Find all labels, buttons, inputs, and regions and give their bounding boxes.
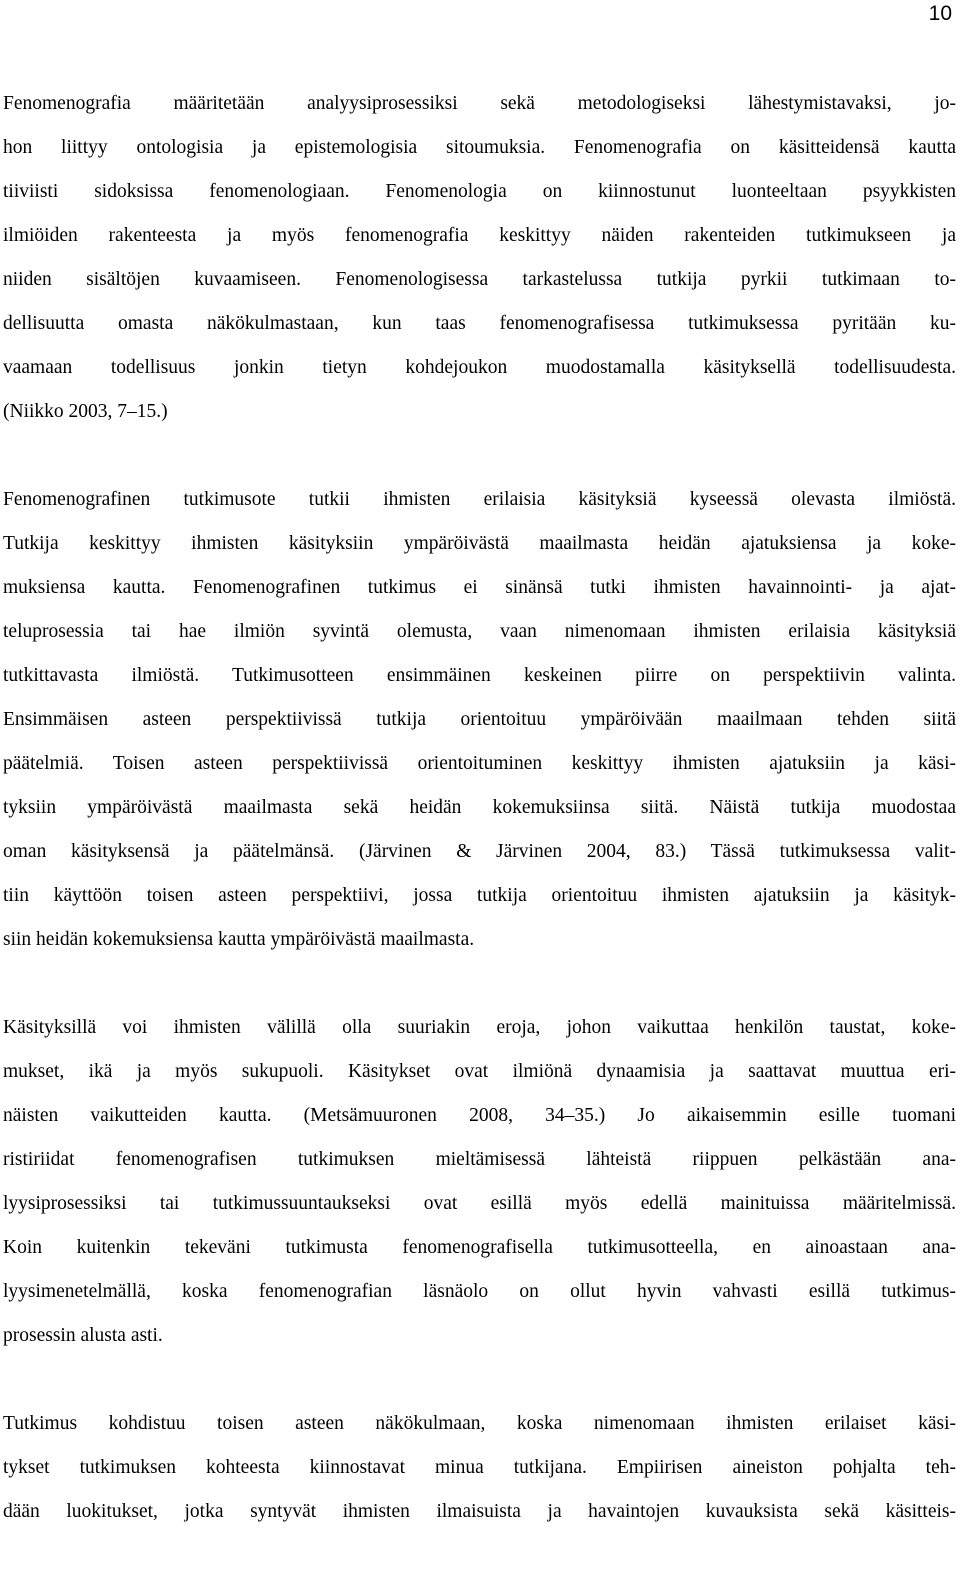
text-line: näisten vaikutteiden kautta. (Metsämuuronen 2008, 34–35.) Jo aikaisemmin esille tuomani bbox=[3, 1105, 956, 1126]
text-line: tiiviisti sidoksissa fenomenologiaan. Fenomenologia on kiinnostunut luonteeltaan psyykkisten bbox=[3, 181, 956, 202]
text-line: oman käsityksensä ja päätelmänsä. (Järvinen & Järvinen 2004, 83.) Tässä tutkimuksessa valit- bbox=[3, 841, 956, 862]
text-line: muksiensa kautta. Fenomenografinen tutkimus ei sinänsä tutki ihmisten havainnointi- ja ajat- bbox=[3, 577, 956, 598]
text-line: lyysimenetelmällä, koska fenomenografian läsnäolo on ollut hyvin vahvasti esillä tutkimus- bbox=[3, 1281, 956, 1302]
body-text bbox=[3, 82, 956, 1578]
paragraph bbox=[3, 478, 956, 962]
text-line: Ensimmäisen asteen perspektiivissä tutkija orientoituu ympäröivään maailmaan tehden siitä bbox=[3, 709, 956, 730]
text-line: teluprosessia tai hae ilmiön syvintä olemusta, vaan nimenomaan ihmisten erilaisia käsityksiä bbox=[3, 621, 956, 642]
text-line: Fenomenografia määritetään analyysiprosessiksi sekä metodologiseksi lähestymistavaksi, jo- bbox=[3, 93, 956, 114]
paragraph bbox=[3, 1006, 956, 1358]
text-line: päätelmiä. Toisen asteen perspektiivissä orientoituminen keskittyy ihmisten ajatuksiin ja käsi- bbox=[3, 753, 956, 774]
paragraph bbox=[3, 82, 956, 434]
text-line: ristiriidat fenomenografisen tutkimuksen mieltämisessä lähteistä riippuen pelkästään ana- bbox=[3, 1149, 956, 1170]
text-line: tykset tutkimuksen kohteesta kiinnostavat minua tutkijana. Empiirisen aineiston pohjalta teh- bbox=[3, 1457, 956, 1478]
text-line: Fenomenografinen tutkimusote tutkii ihmisten erilaisia käsityksiä kyseessä olevasta ilmiöstä. bbox=[3, 489, 956, 510]
text-line: dellisuutta omasta näkökulmastaan, kun taas fenomenografisessa tutkimuksessa pyritään ku- bbox=[3, 313, 956, 334]
text-line: (Niikko 2003, 7–15.) bbox=[3, 401, 168, 422]
text-line: tyksiin ympäröivästä maailmasta sekä heidän kokemuksiinsa siitä. Näistä tutkija muodostaa bbox=[3, 797, 956, 818]
text-line: niiden sisältöjen kuvaamiseen. Fenomenologisessa tarkastelussa tutkija pyrkii tutkimaan to- bbox=[3, 269, 956, 290]
text-line: prosessin alusta asti. bbox=[3, 1325, 163, 1346]
text-line: tutkittavasta ilmiöstä. Tutkimusotteen ensimmäinen keskeinen piirre on perspektiivin valinta. bbox=[3, 665, 956, 686]
text-line: mukset, ikä ja myös sukupuoli. Käsitykset ovat ilmiönä dynaamisia ja saattavat muuttua eri- bbox=[3, 1061, 956, 1082]
text-line: Koin kuitenkin tekeväni tutkimusta fenomenografisella tutkimusotteella, en ainoastaan ana- bbox=[3, 1237, 956, 1258]
text-line: tiin käyttöön toisen asteen perspektiivi, jossa tutkija orientoituu ihmisten ajatuksiin ja käsityk- bbox=[3, 885, 956, 906]
text-line: dään luokitukset, jotka syntyvät ihmisten ilmaisuista ja havaintojen kuvauksista sekä käsitteis- bbox=[3, 1501, 956, 1522]
page-number: 10 bbox=[928, 2, 952, 25]
text-line: Käsityksillä voi ihmisten välillä olla suuriakin eroja, johon vaikuttaa henkilön taustat, koke- bbox=[3, 1017, 956, 1038]
paragraph bbox=[3, 1402, 956, 1534]
text-line: hon liittyy ontologisia ja epistemologisia sitoumuksia. Fenomenografia on käsitteidensä kautta bbox=[3, 137, 956, 158]
text-line: siin heidän kokemuksiensa kautta ympäröivästä maailmasta. bbox=[3, 929, 475, 950]
text-line: vaamaan todellisuus jonkin tietyn kohdejoukon muodostamalla käsityksellä todellisuudesta. bbox=[3, 357, 956, 378]
text-line: Tutkimus kohdistuu toisen asteen näkökulmaan, koska nimenomaan ihmisten erilaiset käsi- bbox=[3, 1413, 956, 1434]
text-line: ilmiöiden rakenteesta ja myös fenomenografia keskittyy näiden rakenteiden tutkimukseen ja bbox=[3, 225, 956, 246]
text-line: lyysiprosessiksi tai tutkimussuuntaukseksi ovat esillä myös edellä mainituissa määritelmissä. bbox=[3, 1193, 956, 1214]
text-line: Tutkija keskittyy ihmisten käsityksiin ympäröivästä maailmasta heidän ajatuksiensa ja koke- bbox=[3, 533, 956, 554]
